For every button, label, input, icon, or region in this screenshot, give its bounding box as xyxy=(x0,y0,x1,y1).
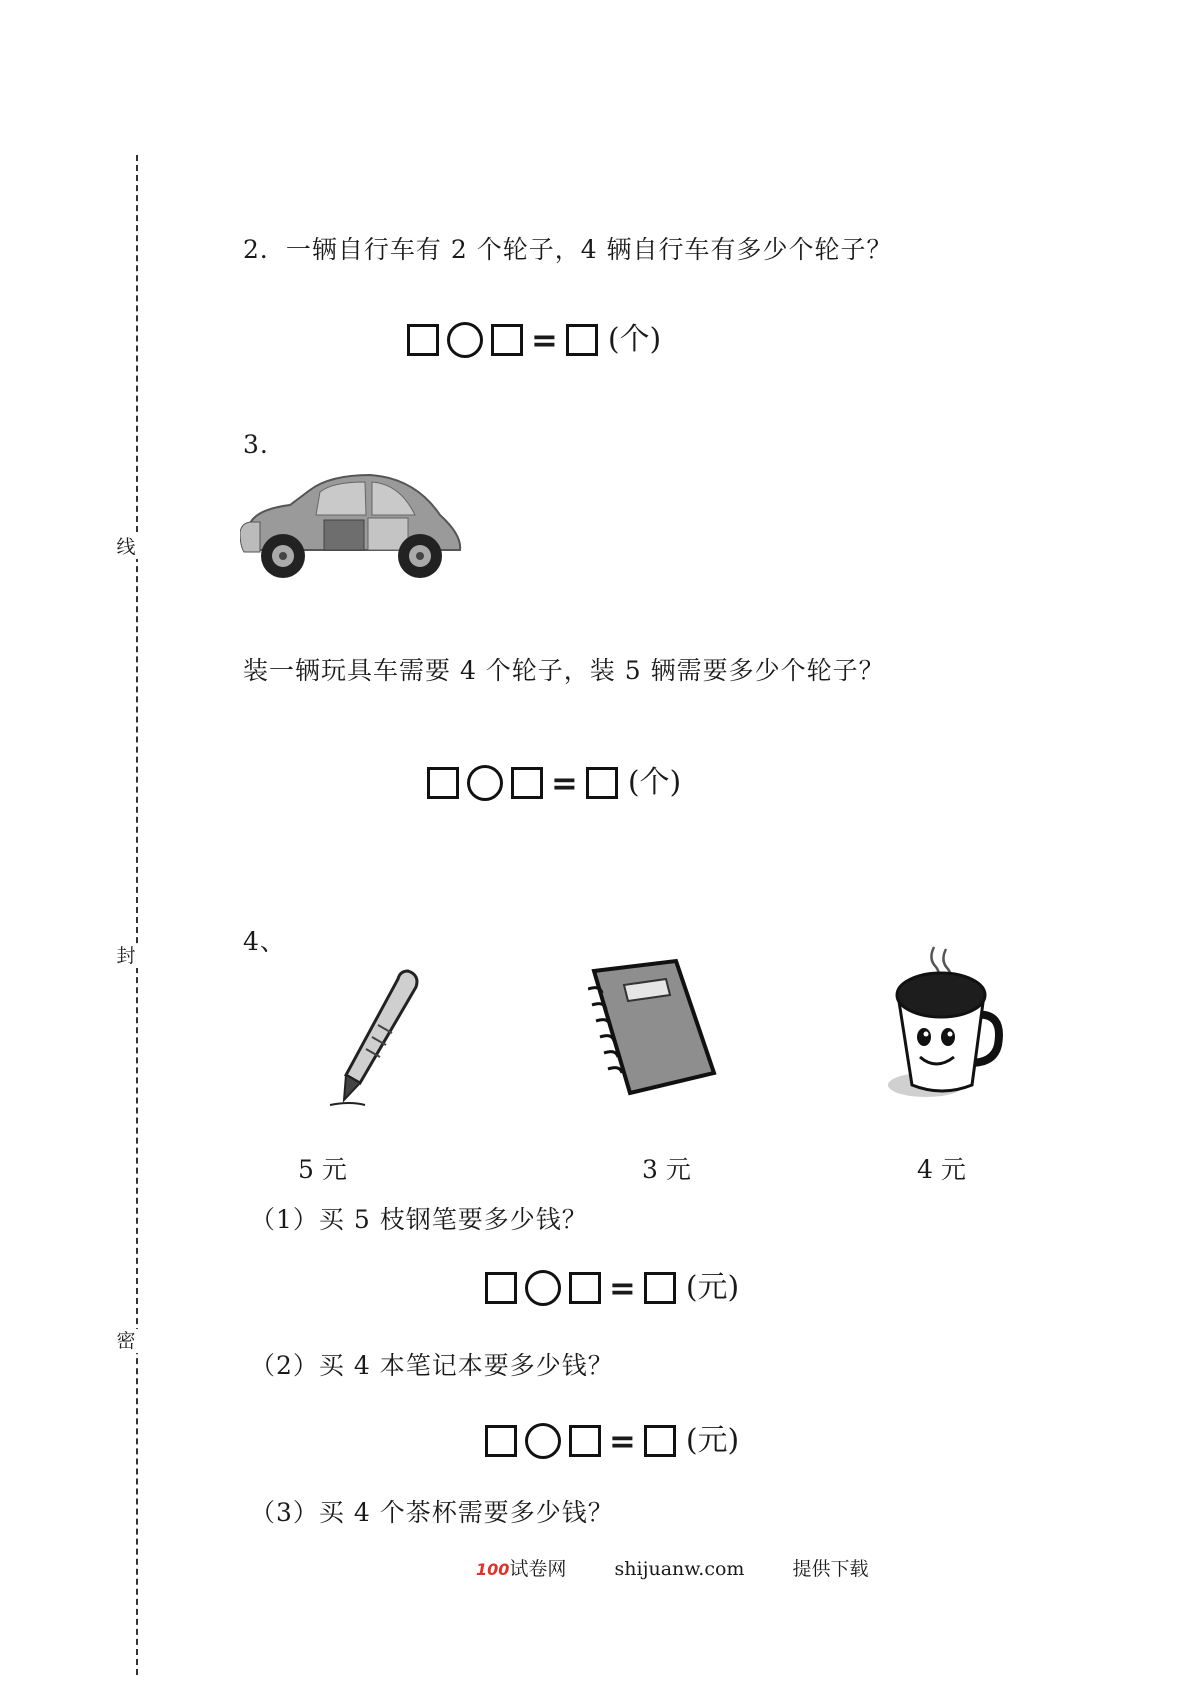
answer-box[interactable] xyxy=(566,324,598,356)
equals-sign: = xyxy=(551,764,578,802)
footer-logo: 100 xyxy=(476,1560,510,1579)
answer-box[interactable] xyxy=(644,1425,676,1457)
footer-tagline: 提供下载 xyxy=(792,1558,869,1580)
question-4-2-text: （2）买 4 本笔记本要多少钱？ xyxy=(250,1351,614,1380)
operator-circle[interactable] xyxy=(525,1423,561,1459)
unit-label: (个) xyxy=(607,322,662,357)
unit-label: (个) xyxy=(627,765,682,800)
question-3-text: 装一辆玩具车需要 4 个轮子，装 5 辆需要多少个轮子？ xyxy=(243,656,885,685)
question-2-formula xyxy=(407,322,661,358)
answer-box[interactable] xyxy=(427,767,459,799)
answer-box[interactable] xyxy=(485,1272,517,1304)
footer-site-name: 试卷网 xyxy=(509,1558,567,1580)
equals-sign: = xyxy=(531,321,558,359)
unit-label: (元) xyxy=(685,1423,740,1458)
binding-label-feng: 封 xyxy=(114,944,138,968)
answer-box[interactable] xyxy=(644,1272,676,1304)
binding-label-mi: 密 xyxy=(114,1329,138,1353)
question-4-number: 4、 xyxy=(243,927,286,956)
question-3-number: 3. xyxy=(243,430,269,459)
footer-domain[interactable]: shijuanw.com xyxy=(614,1558,745,1580)
question-4-1-formula xyxy=(485,1270,739,1306)
answer-box[interactable] xyxy=(569,1425,601,1457)
operator-circle[interactable] xyxy=(525,1270,561,1306)
binding-label-xian: 线 xyxy=(114,535,138,559)
operator-circle[interactable] xyxy=(467,765,503,801)
pen-icon xyxy=(320,965,430,1110)
equals-sign: = xyxy=(609,1422,636,1460)
answer-box[interactable] xyxy=(407,324,439,356)
question-4-1-text: （1）买 5 枝钢笔要多少钱？ xyxy=(250,1205,588,1234)
answer-box[interactable] xyxy=(569,1272,601,1304)
equals-sign: = xyxy=(609,1269,636,1307)
notebook-price: 3 元 xyxy=(642,1155,691,1184)
operator-circle[interactable] xyxy=(447,322,483,358)
question-3-formula xyxy=(427,765,681,801)
question-4-3-text: （3）买 4 个茶杯需要多少钱？ xyxy=(250,1498,614,1527)
question-4-2-formula xyxy=(485,1423,739,1459)
answer-box[interactable] xyxy=(485,1425,517,1457)
toy-car-icon xyxy=(240,470,465,582)
answer-box[interactable] xyxy=(511,767,543,799)
pen-price: 5 元 xyxy=(298,1155,347,1184)
cup-price: 4 元 xyxy=(917,1155,966,1184)
notebook-icon xyxy=(588,955,718,1105)
answer-box[interactable] xyxy=(491,324,523,356)
answer-box[interactable] xyxy=(586,767,618,799)
footer xyxy=(476,1554,869,1581)
question-2-text: 2．一辆自行车有 2 个轮子，4 辆自行车有多少个轮子？ xyxy=(243,235,893,264)
cup-icon xyxy=(886,945,1011,1105)
binding-dashed-line xyxy=(136,155,138,1675)
unit-label: (元) xyxy=(685,1270,740,1305)
